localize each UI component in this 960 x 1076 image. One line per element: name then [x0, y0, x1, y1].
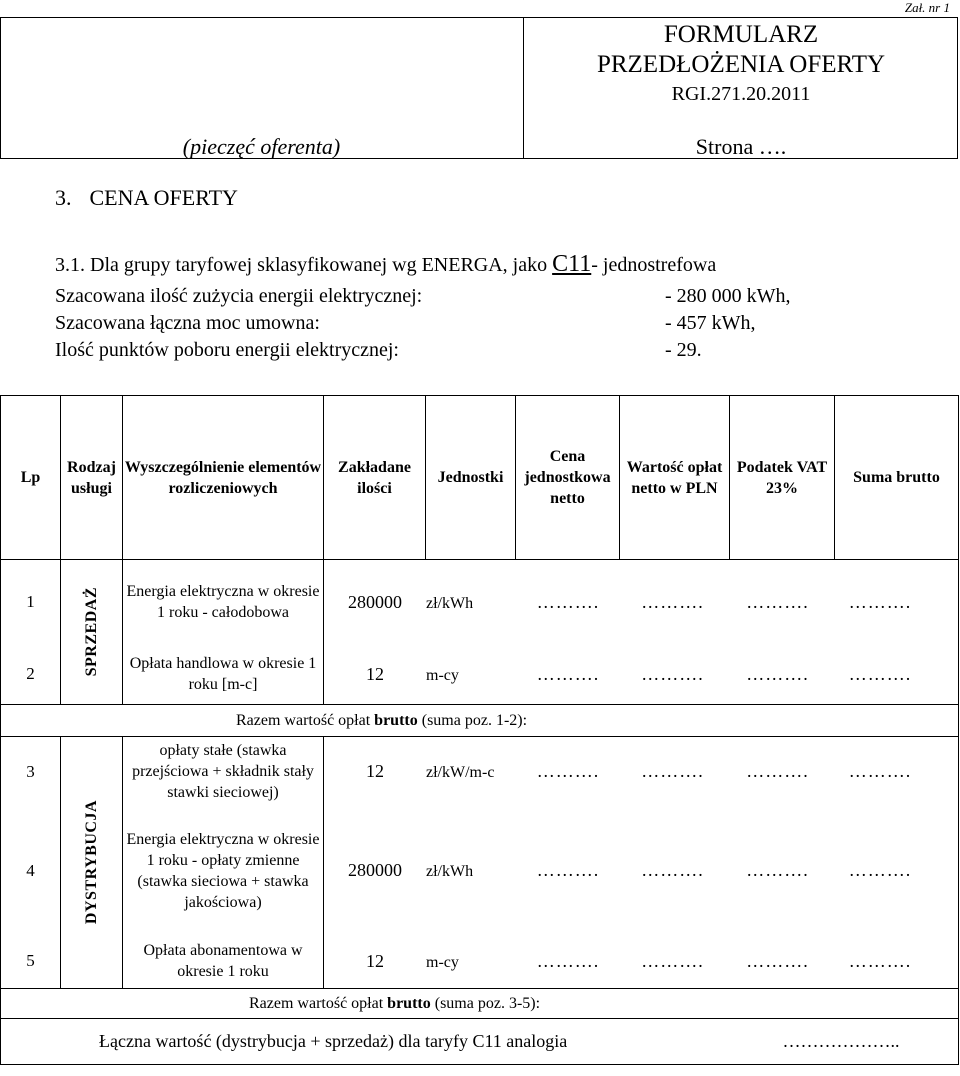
- table-row: [1, 645, 959, 705]
- subtotal-sale: Razem wartość opłat brutto (suma poz. 1-2):: [1, 705, 959, 737]
- row-price[interactable]: ……….: [536, 860, 600, 880]
- table-row: [1, 807, 959, 935]
- header-net-value: Wartość opłat netto w PLN: [620, 396, 730, 560]
- header-units: Jednostki: [426, 396, 516, 560]
- table-row: [1, 560, 959, 645]
- row-item: opłaty stałe (stawka przejściowa + składnik stały stawki sieciowej): [123, 737, 324, 807]
- row-values: [324, 807, 959, 935]
- row-item: Energia elektryczna w okresie 1 roku - opłaty zmienne (stawka sieciowa + stawka jakościowa): [123, 807, 324, 935]
- row-lp: 4: [1, 807, 61, 935]
- group-sale: [61, 560, 123, 705]
- row-vat[interactable]: ……….: [746, 591, 809, 612]
- table-row: [1, 737, 959, 807]
- total-cell: [1, 1019, 959, 1065]
- row-unit: zł/kW/m-c: [426, 764, 495, 782]
- intro-line-power: Szacowana łączna moc umowna:: [55, 312, 320, 334]
- total-value[interactable]: ………………..: [782, 1031, 900, 1051]
- price-table: [0, 395, 959, 1065]
- row-price[interactable]: ……….: [536, 663, 600, 684]
- row-qty: 280000: [348, 591, 402, 612]
- subtotal-distribution: Razem wartość opłat brutto (suma poz. 3-5):: [1, 989, 959, 1019]
- form-title-line-1: FORMULARZ: [663, 21, 819, 48]
- row-lp: 5: [1, 935, 61, 989]
- row-gross[interactable]: ……….: [848, 663, 912, 684]
- header-lp: Lp: [1, 396, 61, 560]
- row-unit: zł/kWh: [426, 594, 474, 612]
- row-vat[interactable]: ……….: [746, 860, 809, 880]
- row-gross[interactable]: ……….: [848, 950, 912, 971]
- group-distribution: [61, 737, 123, 989]
- total-label: Łączna wartość (dystrybucja + sprzedaż) dla taryfy C11 analogia: [99, 1031, 568, 1051]
- row-item: Opłata abonamentowa w okresie 1 roku: [123, 935, 324, 989]
- row-vat[interactable]: ……….: [746, 663, 809, 684]
- row-lp: 2: [1, 645, 61, 705]
- intro-line-points: Ilość punktów poboru energii elektrycznej:: [55, 339, 399, 361]
- row-net[interactable]: ……….: [641, 591, 704, 612]
- row-values: [324, 737, 959, 807]
- row-gross[interactable]: ……….: [848, 761, 912, 782]
- row-vat[interactable]: ……….: [746, 761, 809, 782]
- header-items: Wyszczególnienie elementów rozliczeniowych: [123, 396, 324, 560]
- header-unit-price: Cena jednostkowa netto: [516, 396, 620, 560]
- intro-line: [55, 250, 716, 279]
- row-unit: zł/kWh: [426, 863, 474, 880]
- row-qty: 280000: [348, 860, 402, 880]
- row-unit: m-cy: [426, 953, 459, 971]
- intro-value-power: - 457 kWh,: [665, 312, 756, 334]
- row-values: [324, 935, 959, 989]
- row-values: [324, 560, 959, 645]
- tariff-code: C11: [552, 251, 592, 277]
- tariff-suffix: - jednostrefowa: [591, 254, 717, 276]
- row-lp: 1: [1, 560, 61, 645]
- group-distribution-label: DYSTRYBUCJA: [82, 800, 100, 925]
- row-unit: m-cy: [426, 666, 459, 684]
- header-qty: Zakładane ilości: [324, 396, 426, 560]
- header-gross: Suma brutto: [835, 396, 959, 560]
- table-header-row: [1, 396, 959, 560]
- form-title: [524, 20, 958, 80]
- intro-text: Dla grupy taryfowej sklasyfikowanej wg ENERGA, jako: [90, 254, 548, 276]
- row-item: Opłata handlowa w okresie 1 roku [m-c]: [123, 645, 324, 705]
- stamp-label: (pieczęć oferenta): [182, 134, 341, 159]
- section-title: CENA OFERTY: [89, 185, 238, 210]
- row-qty: 12: [366, 761, 384, 782]
- total-row: [1, 1019, 959, 1065]
- form-code: RGI.271.20.2011: [671, 83, 811, 105]
- row-net[interactable]: ……….: [641, 950, 704, 971]
- row-price[interactable]: ……….: [536, 950, 600, 971]
- group-sale-label: SPRZEDAŻ: [82, 587, 100, 677]
- intro-number: 3.1.: [55, 254, 85, 276]
- row-qty: 12: [366, 950, 384, 971]
- page-number: Strona ….: [695, 134, 787, 159]
- row-net[interactable]: ……….: [641, 663, 704, 684]
- form-title-line-2: PRZEDŁOŻENIA OFERTY: [596, 51, 886, 78]
- header-service: Rodzaj usługi: [61, 396, 123, 560]
- intro-line-consumption: Szacowana ilość zużycia energii elektrycznej:: [55, 285, 423, 307]
- row-lp: 3: [1, 737, 61, 807]
- row-price[interactable]: ……….: [536, 761, 600, 782]
- subtotal-sale-row: [1, 705, 959, 737]
- section-number: 3.: [55, 185, 72, 210]
- row-net[interactable]: ……….: [641, 860, 704, 880]
- row-net[interactable]: ……….: [641, 761, 704, 782]
- row-gross[interactable]: ……….: [848, 860, 912, 880]
- table-row: [1, 935, 959, 989]
- row-price[interactable]: ……….: [536, 591, 600, 612]
- subtotal-dist-row: [1, 989, 959, 1019]
- row-qty: 12: [366, 663, 384, 684]
- header-vat: Podatek VAT 23%: [730, 396, 835, 560]
- intro-value-consumption: - 280 000 kWh,: [665, 285, 791, 307]
- section-heading: [55, 184, 238, 212]
- row-vat[interactable]: ……….: [746, 950, 809, 971]
- annex-number: Zał. nr 1: [904, 0, 950, 15]
- row-gross[interactable]: ……….: [848, 591, 912, 612]
- intro-value-points: - 29.: [665, 339, 702, 361]
- row-values: [324, 645, 959, 705]
- row-item: Energia elektryczna w okresie 1 roku - całodobowa: [123, 560, 324, 645]
